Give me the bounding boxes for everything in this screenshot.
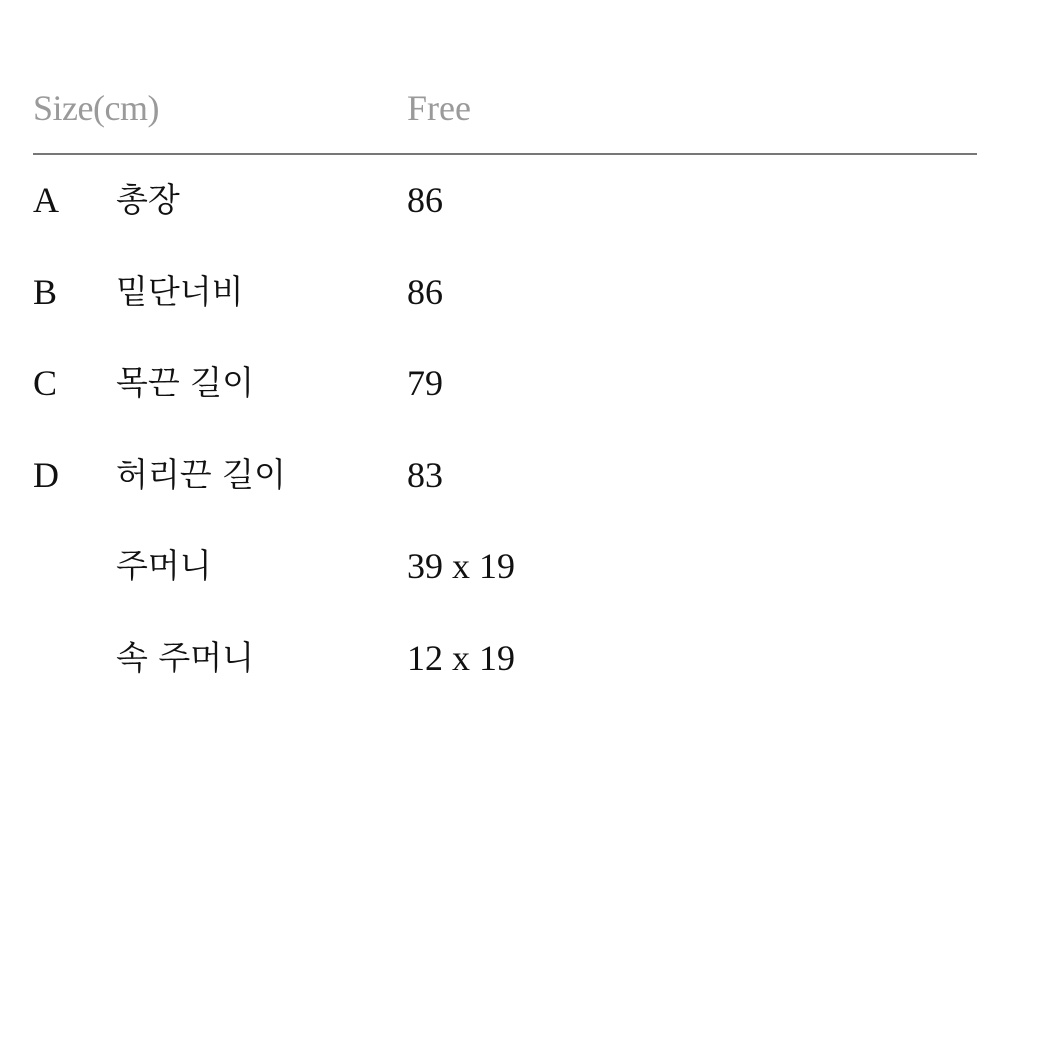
header-divider [33,153,977,155]
table-row [33,270,977,362]
row-value: 86 [407,180,443,220]
row-measurement-name: 총장 [116,180,180,219]
row-code: C [33,363,58,403]
row-code: B [33,271,58,312]
free-size-column-label: Free [407,88,471,128]
row-code: D [33,454,59,495]
row-value: 83 [407,454,443,495]
table-row [33,544,977,636]
size-table-header [33,86,977,130]
row-measurement-name: 주머니 [116,546,212,585]
row-measurement-name: 밑단너비 [116,271,244,311]
row-measurement-name: 목끈 길이 [116,363,255,402]
table-row [33,361,977,453]
row-value: 79 [407,363,443,403]
row-code: A [33,180,59,220]
row-value: 39 x 19 [407,546,515,586]
row-value: 12 x 19 [407,637,515,678]
row-measurement-name: 허리끈 길이 [116,454,286,494]
table-row [33,636,977,728]
table-row [33,178,977,270]
row-measurement-name: 속 주머니 [116,637,255,677]
table-row [33,453,977,545]
size-unit-label: Size(cm) [33,88,159,128]
row-value: 86 [407,271,443,312]
size-table-body [33,178,977,727]
